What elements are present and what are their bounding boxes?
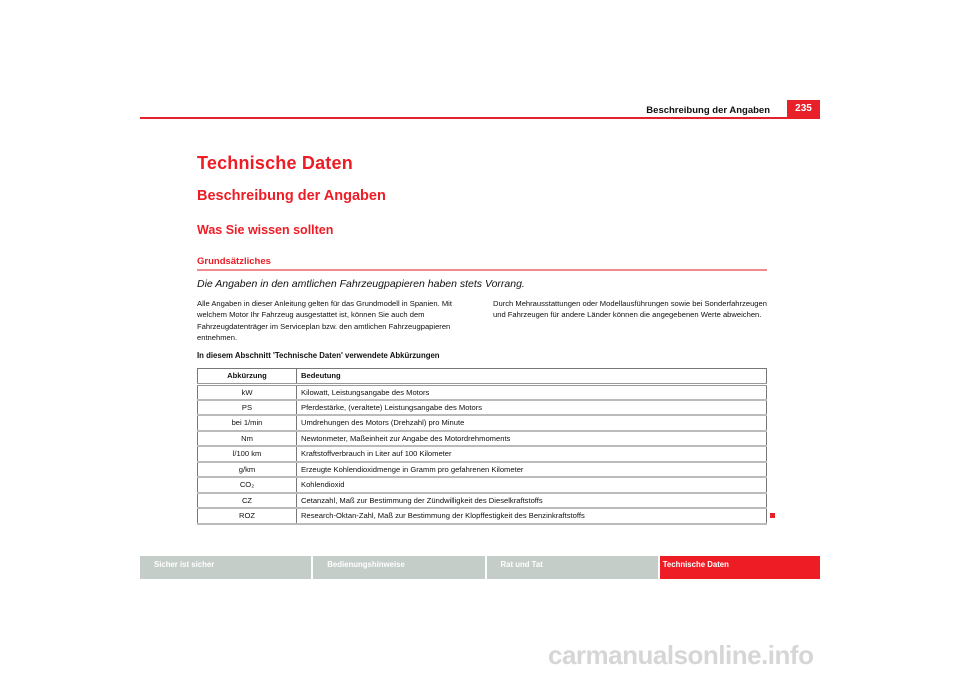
table-row [198,400,767,416]
footer-tab-sicher[interactable]: Sicher ist sicher [140,556,311,579]
abbreviation-cell: CO₂ [198,477,297,493]
table-row [198,477,767,493]
table-row [198,415,767,431]
topic-title: Grundsätzliches [197,256,271,267]
header-divider [140,117,820,119]
meaning-cell: Research-Oktan-Zahl, Maß zur Bestimmung der Klopffestigkeit des Benzinkraftstoffs [297,508,767,524]
table-header-row [198,369,767,385]
topic-divider [197,269,767,271]
meaning-cell: Kraftstoffverbrauch in Liter auf 100 Kilometer [297,446,767,462]
subsection-title: Was Sie wissen sollten [197,223,334,237]
meaning-cell: Erzeugte Kohlendioxidmenge in Gramm pro gefahrenen Kilometer [297,462,767,478]
abbreviation-cell: l/100 km [198,446,297,462]
lead-text: Die Angaben in den amtlichen Fahrzeugpapieren haben stets Vorrang. [197,278,525,290]
end-marker [770,513,775,518]
paragraph-right: Durch Mehrausstattungen oder Modellausführungen sowie bei Sonderfahrzeugen und Fahrzeugen für andere Länder können die angegebenen Werte abweichen. [493,299,767,320]
footer-tab-rat[interactable]: Rat und Tat [487,556,658,579]
watermark: carmanualsonline.info [548,640,814,670]
page-number: 235 [787,100,820,118]
paragraph-left: Alle Angaben in dieser Anleitung gelten für das Grundmodell in Spanien. Mit welchem Motor Ihr Fahrzeug ausgestattet ist, können Sie auch dem Fahrzeugdatenträger im Serviceplan bzw. den amtlichen Fahrzeugpapieren entnehmen. [197,299,452,342]
table-row [198,508,767,524]
chapter-title: Technische Daten [197,153,353,173]
abbreviation-cell: PS [198,400,297,416]
table-row [198,431,767,447]
meaning-cell: Kilowatt, Leistungsangabe des Motors [297,384,767,400]
table-title: In diesem Abschnitt 'Technische Daten' verwendete Abkürzungen [197,351,440,360]
abbreviations-table [197,368,767,525]
abbreviation-cell: ROZ [198,508,297,524]
meaning-cell: Cetanzahl, Maß zur Bestimmung der Zündwilligkeit des Dieselkraftstoffs [297,493,767,509]
abbreviation-cell: bei 1/min [198,415,297,431]
meaning-cell: Kohlendioxid [297,477,767,493]
section-title: Beschreibung der Angaben [197,188,386,204]
abbreviation-cell: g/km [198,462,297,478]
footer-tab-bedienung[interactable]: Bedienungshinweise [313,556,484,579]
table-row [198,446,767,462]
table-row [198,493,767,509]
abbreviation-cell: kW [198,384,297,400]
meaning-cell: Newtonmeter, Maßeinheit zur Angabe des Motordrehmoments [297,431,767,447]
running-header-title: Beschreibung der Angaben [646,105,770,116]
column-header: Bedeutung [297,369,767,385]
abbreviation-cell: CZ [198,493,297,509]
footer-tab-technische-daten[interactable]: Technische Daten [660,556,820,579]
table-row [198,462,767,478]
column-header: Abkürzung [198,369,297,385]
abbreviation-cell: Nm [198,431,297,447]
meaning-cell: Pferdestärke, (veraltete) Leistungsangabe des Motors [297,400,767,416]
footer-nav [140,556,820,579]
table-row [198,384,767,400]
meaning-cell: Umdrehungen des Motors (Drehzahl) pro Minute [297,415,767,431]
